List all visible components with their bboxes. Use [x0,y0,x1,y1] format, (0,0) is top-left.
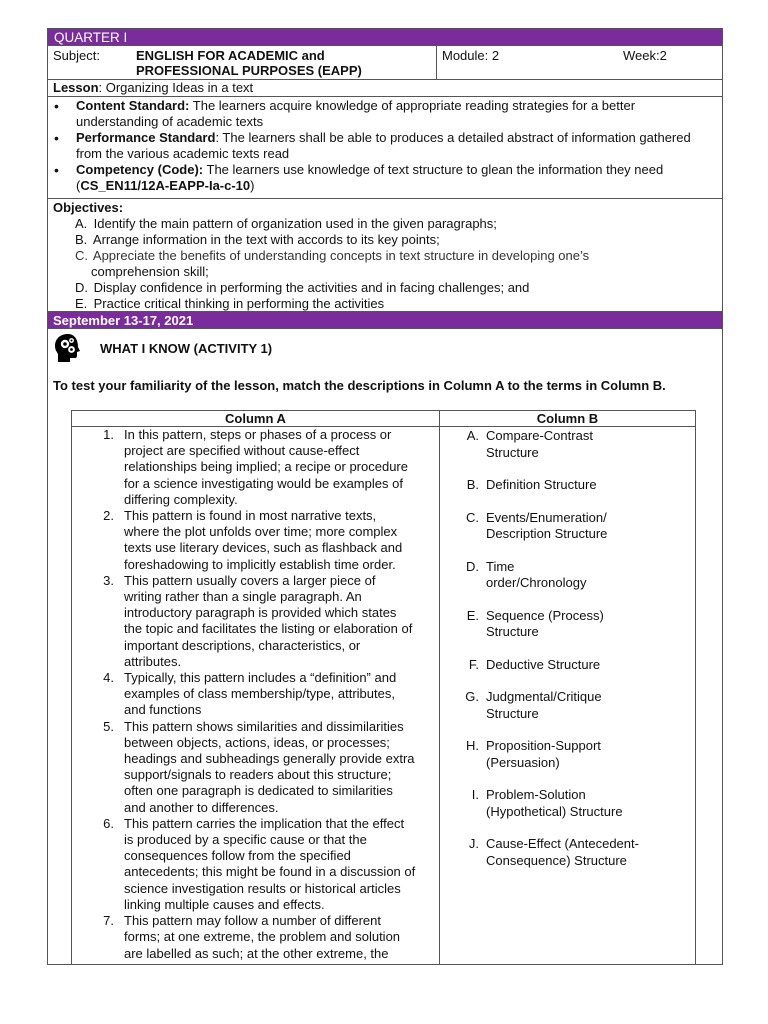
bullet-icon: • [54,98,59,114]
column-a-item-text [124,427,439,508]
column-b-item-number: D. [466,558,479,574]
column-a [72,427,440,965]
column-a-item-line: is produced by a specific cause or that the [124,832,367,848]
objective-continuation: comprehension skill; [91,264,209,279]
column-a-item-number: 6. [103,815,114,831]
column-b-item [440,559,695,592]
column-a-item-text [124,719,439,816]
column-a-item-text [124,508,439,573]
performance-standard-text: : The learners shall be able to produces a detailed abstract of information gathered from the various academic texts read [76,130,691,161]
head-gears-icon [54,333,82,363]
column-b-item-line: Compare-Contrast [486,428,593,443]
subject-value [131,46,437,79]
lesson-label: Lesson [53,80,99,95]
activity-section [47,329,723,965]
quarter-banner [47,28,723,46]
objective-text: Appreciate the benefits of understanding concepts in text structure in developing one’s [92,248,590,263]
column-b-item-line: Definition Structure [486,477,597,492]
column-b-item-line: Sequence (Process) [486,607,604,623]
column-a-item-text [124,573,439,670]
content-standard [54,98,716,130]
objective-label: C. [75,248,88,263]
column-a-item-line: and another to differences. [124,799,279,815]
objective-text: Identify the main pattern of organization used in the given paragraphs; [93,216,497,231]
column-a-item-number: 7. [103,913,114,929]
column-a-item [72,719,439,816]
module-label: Module: 2 [442,48,500,63]
column-b-header: Column B [440,411,696,427]
column-a-item-line: linking multiple causes and effects. [124,896,325,912]
objective-item [53,296,717,312]
column-a-header: Column A [72,411,440,427]
activity-heading [54,333,272,363]
column-a-item-line: the topic and facilitates the listing or elaboration of [124,621,413,637]
column-a-item-line: differing complexity. [124,491,238,507]
column-b-item-line: order/Chronology [486,575,587,590]
column-b-item [440,510,695,543]
competency [54,162,716,194]
column-b [440,427,696,965]
column-a-item [72,913,439,962]
column-a-item-line: texts use literary devices, such as flashback and [124,540,403,556]
subject-value-line-2: PROFESSIONAL PURPOSES (EAPP) [136,63,362,78]
performance-standard-label: Performance Standard [76,130,216,145]
column-a-item-number: 3. [103,572,114,588]
objective-item [53,216,717,232]
column-a-item-line: This pattern shows similarities and dissimilarities [124,718,404,734]
competency-text: The learners use knowledge of text structure to glean the information they need ( [76,162,664,193]
column-a-item-line: This pattern carries the implication that the effect [124,815,405,831]
column-a-item [72,508,439,573]
column-b-item-text [486,787,695,820]
column-b-item-line: Cause-Effect (Antecedent- [486,836,639,851]
column-a-item-number: 5. [103,718,114,734]
column-a-item-line: This pattern is found in most narrative texts, [124,508,377,524]
objective-text: Practice critical thinking in performing the activities [93,296,385,311]
column-a-item [72,816,439,913]
column-b-item [440,657,695,674]
column-b-item-number: J. [468,836,479,851]
objective-item [53,248,717,264]
worksheet-page [47,28,723,965]
column-a-item-line: This pattern may follow a number of different [124,913,381,929]
column-b-item-line: Events/Enumeration/ [486,509,607,525]
column-a-item-line: In this pattern, steps or phases of a process or [124,427,392,442]
column-a-item-line: are labelled as such; at the other extreme, the [124,945,389,961]
column-a-item-line: where the plot unfolds over time; more complex [124,524,398,540]
column-a-item [72,670,439,719]
objective-label: A. [75,216,88,231]
column-a-item-line: support/signals to readers about this structure; [124,767,392,783]
subject-row [47,46,723,80]
column-a-item-number: 2. [103,508,114,524]
objectives-section [47,199,723,312]
column-a-item-line: headings and subheadings generally provide extra [124,751,415,767]
column-a-list [72,427,439,962]
column-b-item-line: Problem-Solution [486,787,586,802]
content-standard-label: Content Standard: [76,98,190,113]
column-a-item-line: forms; at one extreme, the problem and solution [124,929,401,945]
content-standard-text: The learners acquire knowledge of appropriate reading strategies for a better understanding of academic texts [76,98,636,129]
column-a-item-text [124,670,439,719]
column-a-item-line: This pattern usually covers a larger piece of [124,572,376,588]
column-b-item-number: F. [468,656,479,672]
competency-label: Competency (Code): [76,162,204,177]
competency-end: ) [250,178,255,193]
column-a-item-line: science investigation results or historical articles [124,880,401,896]
column-b-item-line: Structure [486,624,539,639]
column-b-item-line: Structure [486,444,539,460]
column-b-item-line: Consequence) Structure [486,852,627,868]
subject-label: Subject: [53,48,100,63]
column-b-item [440,608,695,641]
bullet-icon: • [54,130,59,146]
lesson-value: : Organizing Ideas in a text [98,80,254,95]
column-b-item-line: Time [486,558,515,574]
column-b-item [440,428,695,461]
column-a-item-line: between objects, actions, ideas, or processes; [124,734,390,750]
column-b-item-text [486,477,695,494]
column-b-item-line: Proposition-Support [486,738,601,753]
column-b-item-number: G. [465,689,479,704]
objective-item [53,232,717,248]
column-b-item-number: H. [466,738,479,753]
date-banner [47,312,723,329]
column-a-item-text [124,913,439,962]
column-a-item-line: project are specified without cause-effect [124,443,360,459]
column-b-item-text [486,608,695,641]
objective-item [53,280,717,296]
column-b-item-line: (Persuasion) [486,754,560,770]
column-a-item-text [124,816,439,913]
subject-value-line-1: ENGLISH FOR ACADEMIC and [136,48,325,63]
standards-section [47,97,723,199]
column-a-item-line: relationships being implied; a recipe or procedure [124,459,408,475]
column-b-item-text [486,510,695,543]
column-b-item-line: Deductive Structure [486,656,601,672]
column-b-item [440,787,695,820]
column-b-item [440,689,695,722]
column-b-item-line: Description Structure [486,526,608,541]
column-a-item [72,573,439,670]
matching-table [71,410,696,965]
objective-text: Arrange information in the text with accords to its key points; [92,232,440,247]
objective-label: B. [75,232,88,247]
column-b-item-text [486,559,695,592]
column-b-item [440,477,695,494]
column-a-item-line: often one paragraph is dedicated to similarities [124,783,393,799]
week-label: Week:2 [623,48,667,63]
activity-title: WHAT I KNOW (ACTIVITY 1) [100,340,273,356]
objective-text: Display confidence in performing the activities and in facing challenges; and [93,280,530,295]
column-b-item-number: A. [466,428,479,443]
bullet-icon: • [54,162,59,178]
column-b-item-number: C. [466,509,479,525]
column-a-item [72,427,439,508]
column-b-item-number: I. [471,787,479,802]
column-a-item-line: examples of class membership/type, attributes, [124,686,395,702]
column-b-item-number: E. [466,607,479,623]
column-b-item-text [486,836,695,869]
column-a-item-line: consequences follow from the specified [124,848,351,864]
column-a-item-line: Typically, this pattern includes a “definition” and [124,670,397,686]
activity-instruction: To test your familiarity of the lesson, match the descriptions in Column A to the terms in Column B. [53,378,666,393]
column-b-item-text [486,657,695,674]
lesson-row [47,80,723,97]
column-b-item [440,836,695,869]
column-a-item-line: and functions [124,702,202,718]
column-b-item-text [486,428,695,461]
performance-standard [54,130,716,162]
column-a-item-line: antecedents; this might be found in a discussion of [124,864,416,880]
column-b-item-line: (Hypothetical) Structure [486,803,623,819]
column-b-item [440,738,695,771]
column-a-item-line: attributes. [124,653,182,669]
column-a-item-line: introductory paragraph is provided which states [124,605,397,621]
column-b-list [440,427,695,869]
column-b-item-text [486,689,695,722]
objectives-title: Objectives: [53,200,124,215]
objective-label: D. [75,280,88,295]
quarter-label: QUARTER I [54,30,128,45]
column-b-item-line: Structure [486,705,539,721]
column-b-item-text [486,738,695,771]
date-label: September 13-17, 2021 [53,313,194,328]
column-a-item-line: foreshadowing to implicitly establish time order. [124,556,396,572]
column-a-item-line: writing rather than a single paragraph. An [124,589,362,605]
column-a-item-line: important descriptions, characteristics, or [124,637,361,653]
column-a-item-number: 1. [103,427,114,442]
competency-code: CS_EN11/12A-EAPP-Ia-c-10 [80,178,251,193]
column-b-item-number: B. [466,477,479,492]
column-b-item-line: Judgmental/Critique [486,689,602,704]
column-a-item-number: 4. [103,670,114,686]
objective-label: E. [75,296,88,311]
column-a-item-line: for a science investigating would be examples of [124,475,403,491]
